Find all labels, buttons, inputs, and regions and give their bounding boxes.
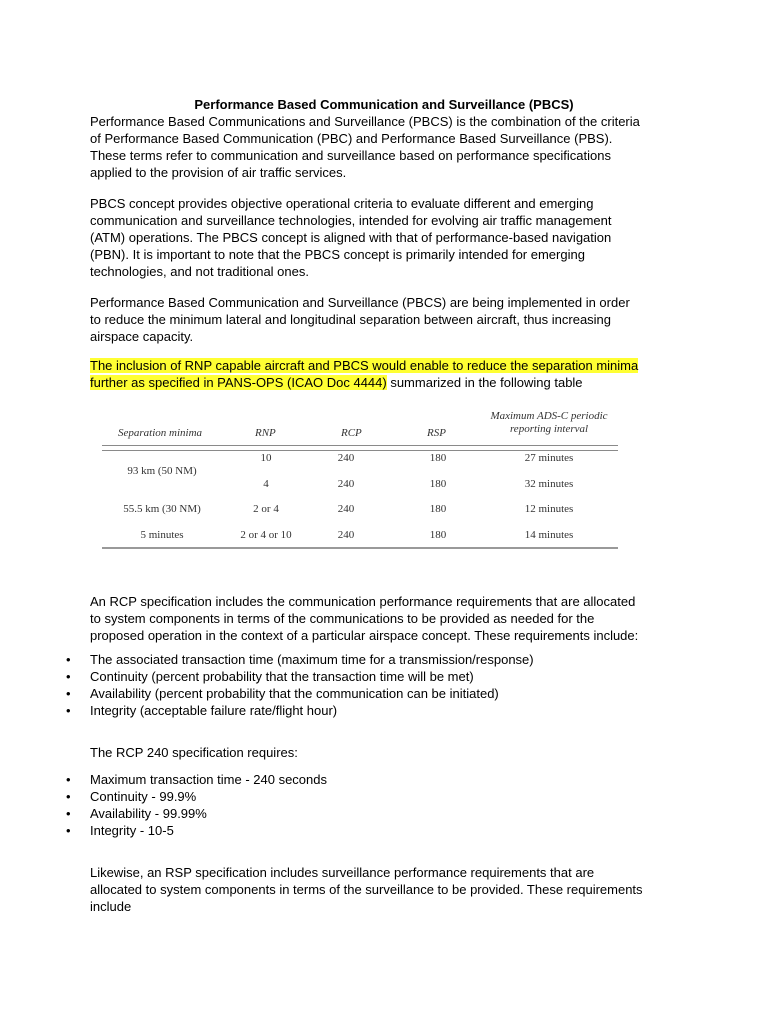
bullet-icon: • <box>66 789 71 804</box>
bullet-icon: • <box>66 669 71 684</box>
text-line: allocated to system components in terms of the surveillance to be provided. These requirements <box>90 882 643 897</box>
text-line: of Performance Based Communication (PBC) and Performance Based Surveillance (PBS). <box>90 131 613 146</box>
text-line: Performance Based Communications and Surveillance (PBCS) is the combination of the criteria <box>90 114 640 129</box>
text-segment: summarized in the following table <box>386 375 583 390</box>
rcp240-heading: The RCP 240 specification requires: <box>90 745 298 760</box>
text-line: to system components in terms of the communications to be provided as needed for the <box>90 611 595 626</box>
text-line: technologies, and not traditional ones. <box>90 264 309 279</box>
text-line: include <box>90 899 132 914</box>
list-item: • Integrity - 10-5 <box>66 823 174 838</box>
implementation-paragraph <box>90 294 690 345</box>
highlighted-text: further as specified in PANS-OPS (ICAO Doc 4444) <box>90 375 387 390</box>
text-line: Likewise, an RSP specification includes surveillance performance requirements that are <box>90 865 595 880</box>
rcp240-list <box>66 771 686 839</box>
list-item: • The associated transaction time (maximum time for a transmission/response) <box>66 652 534 667</box>
separation-minima-table: Separation minima RNP RCP RSP Maximum ADS-C periodic reporting interval 93 km (50 NM) 10 240 180 27 minutes 4 240 180 32 minutes 55.5 km (30 NM) 2 or 4 240 180 12 minutes 5 minutes 2 or 4 or 10 240 180 14 minutes <box>102 403 618 551</box>
bullet-icon: • <box>66 806 71 821</box>
header-rnp: RNP <box>255 427 276 439</box>
text-line: airspace capacity. <box>90 329 194 344</box>
table-rule <box>102 547 618 549</box>
table-rule <box>102 445 618 446</box>
text-line: proposed operation in the context of a particular airspace concept. These requirements include: <box>90 628 639 643</box>
text-line: to reduce the minimum lateral and longitudinal separation between aircraft, thus increasing <box>90 312 612 327</box>
text-line: applied to the provision of air traffic services. <box>90 165 347 180</box>
text-line: communication and surveillance technologies, intended for evolving air traffic management <box>90 213 612 228</box>
intro-paragraph <box>90 113 690 181</box>
header-adsc-interval: Maximum ADS-C periodic reporting interval <box>490 410 608 435</box>
rcp-requirements-list <box>66 651 686 719</box>
bullet-icon: • <box>66 686 71 701</box>
header-rsp: RSP <box>427 427 446 439</box>
text-line: (ATM) operations. The PBCS concept is aligned with that of performance-based navigation <box>90 230 612 245</box>
bullet-icon: • <box>66 823 71 838</box>
document-title: Performance Based Communication and Surveillance (PBCS) <box>194 97 574 112</box>
rcp-paragraph <box>90 593 690 644</box>
list-item: • Availability (percent probability that the communication can be initiated) <box>66 686 499 701</box>
text-line: Performance Based Communication and Surveillance (PBCS) are being implemented in order <box>90 295 630 310</box>
header-separation: Separation minima <box>118 427 203 439</box>
text-line: These terms refer to communication and surveillance based on performance specifications <box>90 148 611 163</box>
table-rule <box>102 450 618 451</box>
header-rcp: RCP <box>341 427 362 439</box>
text-line: PBCS concept provides objective operational criteria to evaluate different and emerging <box>90 196 594 211</box>
bullet-icon: • <box>66 772 71 787</box>
highlighted-paragraph <box>90 357 690 391</box>
text-line: An RCP specification includes the communication performance requirements that are allocated <box>90 594 636 609</box>
text-line: (PBN). It is important to note that the PBCS concept is primarily intended for emerging <box>90 247 585 262</box>
list-item: • Integrity (acceptable failure rate/flight hour) <box>66 703 338 718</box>
concept-paragraph <box>90 195 690 280</box>
highlighted-text: The inclusion of RNP capable aircraft and PBCS would enable to reduce the separation minima <box>90 358 639 373</box>
list-item: • Availability - 99.99% <box>66 806 207 821</box>
list-item: • Continuity - 99.9% <box>66 789 197 804</box>
bullet-icon: • <box>66 652 71 667</box>
list-item: • Continuity (percent probability that the transaction time will be met) <box>66 669 474 684</box>
list-item: • Maximum transaction time - 240 seconds <box>66 772 327 787</box>
rsp-paragraph <box>90 864 690 915</box>
bullet-icon: • <box>66 703 71 718</box>
